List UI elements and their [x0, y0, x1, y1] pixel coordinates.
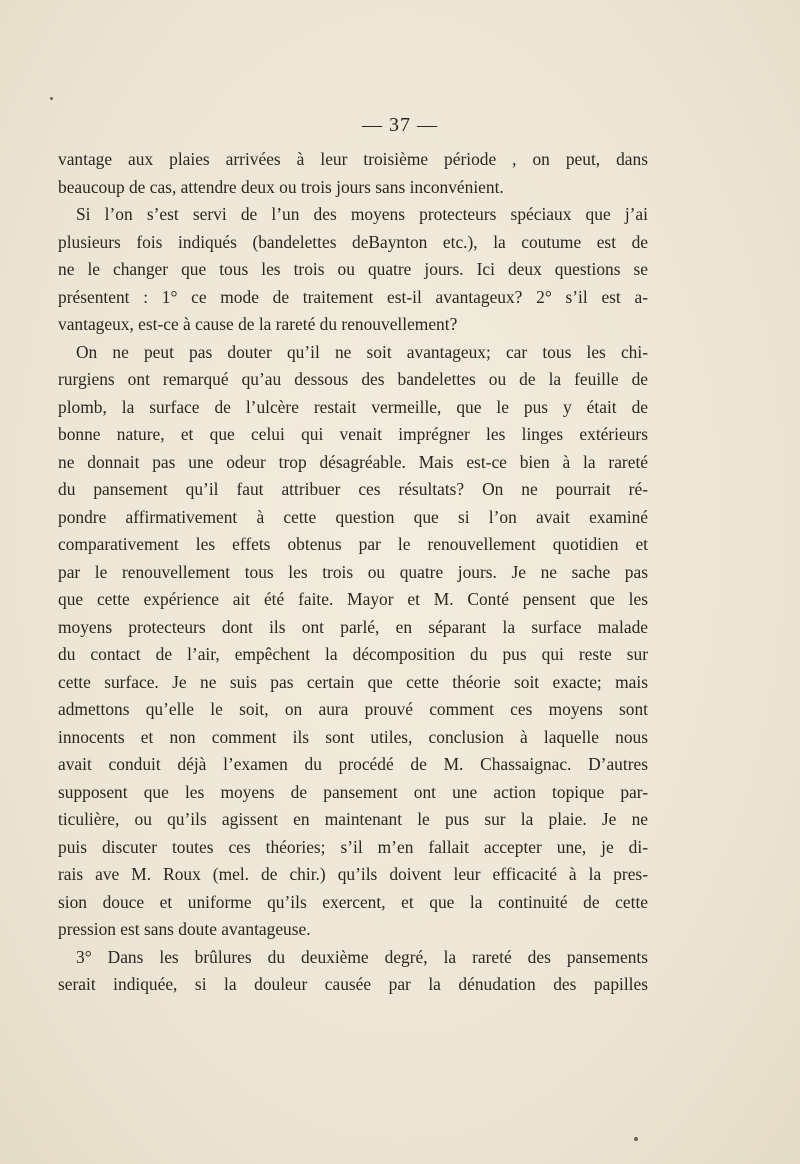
text-line: plomb, la surface de l’ulcère restait vermeille, que le pus y était de [58, 396, 648, 417]
text-line: avait conduit déjà l’examen du procédé de M. Chassaignac. D’autres [58, 754, 648, 774]
text-line: que cette expérience ait été faite. Mayor et M. Conté pensent que les [58, 589, 648, 609]
text-line: admettons qu’elle le soit, on aura prouvé comment ces moyens sont [58, 699, 648, 719]
text-line: innocents et non comment ils sont utiles, conclusion à laquelle nous [58, 726, 648, 747]
text-line: supposent que les moyens de pansement ont une action topique par- [58, 781, 648, 802]
text-line: ne donnait pas une odeur trop désagréable. Mais est-ce bien à la rareté [58, 451, 648, 472]
text-line: vantageux, est-ce à cause de la rareté du renouvellement? [58, 314, 458, 334]
text-line: vantage aux plaies arrivées à leur troisième période , on peut, dans [58, 149, 648, 169]
body-text [58, 146, 648, 999]
text-line: moyens protecteurs dont ils ont parlé, en séparant la surface malade [58, 616, 648, 637]
text-line: rurgiens ont remarqué qu’au dessous des bandelettes ou de la feuille de [58, 369, 648, 389]
text-line: ne le changer que tous les trois ou quatre jours. Ici deux questions se [58, 259, 648, 279]
text-line: pondre affirmativement à cette question que si l’on avait examiné [58, 506, 648, 527]
text-line: bonne nature, et que celui qui venait imprégner les linges extérieurs [58, 424, 648, 444]
text-line: par le renouvellement tous les trois ou quatre jours. Je ne sache pas [58, 561, 648, 582]
text-line: du contact de l’air, empêchent la décomposition du pus qui reste sur [58, 644, 648, 664]
text-line: ticulière, ou qu’ils agissent en maintenant le pus sur la plaie. Je ne [58, 809, 648, 829]
text-line: du pansement qu’il faut attribuer ces résultats? On ne pourrait ré- [58, 479, 648, 499]
text-line: comparativement les effets obtenus par le renouvellement quotidien et [58, 534, 648, 554]
text-line: présentent : 1° ce mode de traitement est-il avantageux? 2° s’il est a- [58, 286, 648, 307]
text-line: sion douce et uniforme qu’ils exercent, et que la continuité de cette [58, 891, 648, 912]
paper-speck [50, 97, 53, 100]
text-line: cette surface. Je ne suis pas certain que cette théorie soit exacte; mais [58, 671, 648, 692]
page-number: — 37 — [362, 114, 438, 136]
text-line: serait indiquée, si la douleur causée par la dénudation des papilles [58, 974, 648, 994]
text-line: puis discuter toutes ces théories; s’il m’en fallait accepter une, je di- [58, 836, 648, 857]
text-line: beaucoup de cas, attendre deux ou trois jours sans inconvénient. [58, 176, 504, 197]
text-line: rais ave M. Roux (mel. de chir.) qu’ils doivent leur efficacité à la pres- [58, 864, 648, 884]
text-line: 3° Dans les brûlures du deuxième degré, la rareté des pansements [76, 946, 648, 967]
text-line: On ne peut pas douter qu’il ne soit avantageux; car tous les chi- [76, 341, 648, 362]
paper-speck [634, 1137, 638, 1141]
text-line: plusieurs fois indiqués (bandelettes deBaynton etc.), la coutume est de [58, 231, 648, 252]
text-line: pression est sans doute avantageuse. [58, 919, 311, 939]
text-line: Si l’on s’est servi de l’un des moyens protecteurs spéciaux que j’ai [76, 204, 648, 224]
